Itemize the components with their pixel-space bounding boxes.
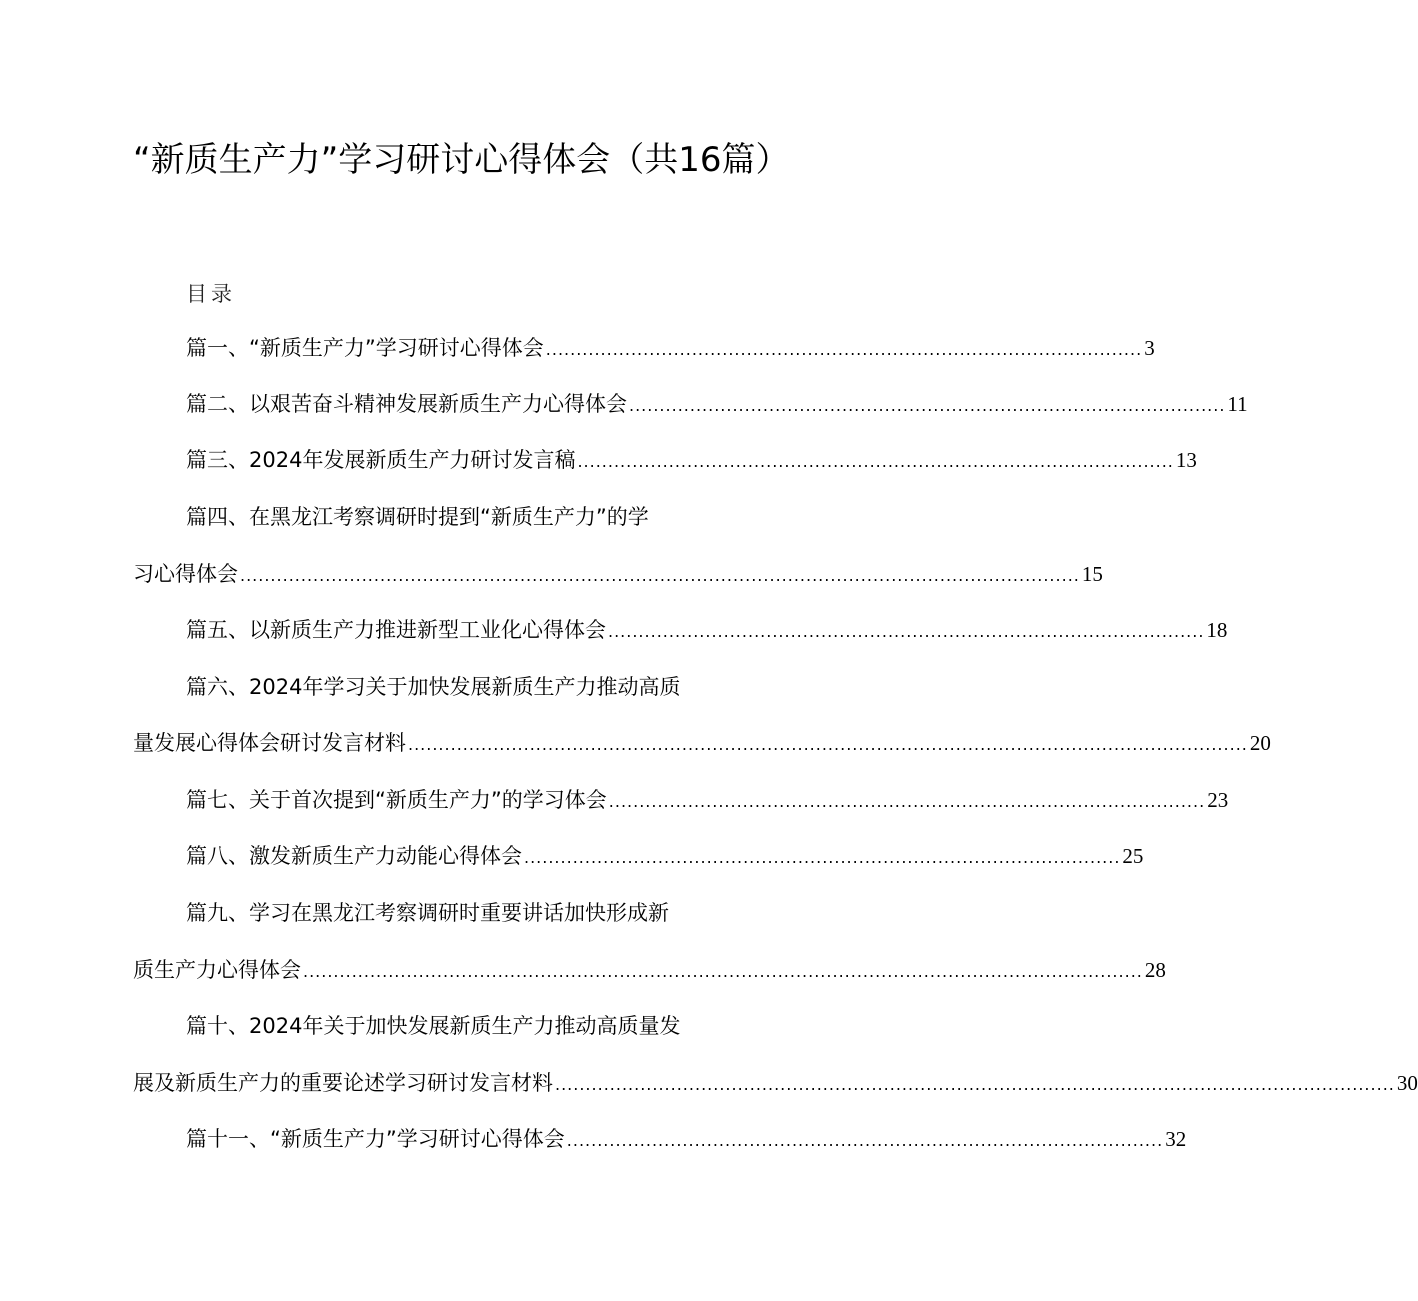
toc-entry-line2[interactable] — [133, 1067, 1418, 1099]
toc-entry-page: 28 — [1144, 958, 1166, 982]
dot-leader: .......................................................................................................................................... — [555, 1075, 1395, 1094]
dot-leader: .................................................................................................. — [577, 452, 1174, 471]
toc-entry-label: 篇七、关于首次提到“新质生产力”的学习体会 — [186, 788, 607, 812]
toc-entry-page: 20 — [1249, 731, 1271, 755]
toc-entry-label: 篇十一、“新质生产力”学习研讨心得体会 — [186, 1127, 565, 1151]
toc-entry-page: 30 — [1396, 1071, 1418, 1095]
toc-entry[interactable] — [133, 784, 1229, 816]
toc-entry[interactable] — [133, 388, 1248, 420]
toc-entry-page: 25 — [1122, 844, 1144, 868]
toc-entry-label: 篇八、激发新质生产力动能心得体会 — [186, 844, 522, 868]
toc-entry-label: 篇五、以新质生产力推进新型工业化心得体会 — [186, 618, 606, 642]
toc-entry-line2[interactable] — [133, 727, 1271, 759]
toc-entry-label: 篇四、在黑龙江考察调研时提到“新质生产力”的学 — [186, 505, 649, 529]
toc-entry-page: 32 — [1165, 1127, 1187, 1151]
toc-entry[interactable] — [133, 1123, 1187, 1155]
toc-entry-label: 篇九、学习在黑龙江考察调研时重要讲话加快形成新 — [186, 901, 669, 925]
toc-entry[interactable] — [133, 332, 1155, 364]
toc-entry-line1[interactable] — [133, 897, 773, 929]
toc-entry-label: 篇十、2024年关于加快发展新质生产力推动高质量发 — [186, 1014, 681, 1038]
toc-entry-page: 13 — [1175, 448, 1197, 472]
toc-entry[interactable] — [133, 614, 1228, 646]
toc-entry-label: 量发展心得体会研讨发言材料 — [133, 731, 406, 755]
dot-leader: .......................................................................................................................................... — [240, 566, 1080, 585]
toc-entry-page: 18 — [1206, 618, 1228, 642]
toc-entry-label: 习心得体会 — [133, 562, 238, 586]
toc-entry-line2[interactable] — [133, 558, 1103, 590]
toc-entry[interactable] — [133, 444, 1197, 476]
toc-entry-page: 23 — [1207, 788, 1229, 812]
toc-entry-label: 篇六、2024年学习关于加快发展新质生产力推动高质 — [186, 675, 681, 699]
dot-leader: .................................................................................................. — [566, 1131, 1164, 1150]
toc-entry-label: 展及新质生产力的重要论述学习研讨发言材料 — [133, 1071, 553, 1095]
toc-heading: 目录 — [186, 282, 236, 306]
dot-leader: .................................................................................................. — [629, 396, 1226, 415]
dot-leader: .................................................................................................. — [545, 340, 1143, 359]
toc-entry-label: 篇三、2024年发展新质生产力研讨发言稿 — [186, 448, 576, 472]
toc-entry-line1[interactable] — [133, 671, 773, 703]
document-title: “新质生产力”学习研讨心得体会（共16篇） — [133, 140, 790, 180]
toc-entry-line1[interactable] — [133, 1010, 773, 1042]
dot-leader: .................................................................................................. — [608, 792, 1206, 811]
dot-leader: .......................................................................................................................................... — [408, 735, 1248, 754]
toc-entry-page: 11 — [1227, 392, 1248, 416]
dot-leader: .................................................................................................. — [608, 622, 1205, 641]
toc-entry[interactable] — [133, 840, 1144, 872]
dot-leader: .......................................................................................................................................... — [303, 962, 1143, 981]
toc-entry-page: 3 — [1144, 336, 1155, 360]
toc-entry-line1[interactable] — [133, 501, 773, 533]
toc-entry-label: 篇一、“新质生产力”学习研讨心得体会 — [186, 336, 544, 360]
dot-leader: .................................................................................................. — [524, 848, 1121, 867]
toc-entry-label: 篇二、以艰苦奋斗精神发展新质生产力心得体会 — [186, 392, 627, 416]
toc-entry-line2[interactable] — [133, 954, 1166, 986]
toc-entry-label: 质生产力心得体会 — [133, 958, 301, 982]
toc-entry-page: 15 — [1081, 562, 1103, 586]
